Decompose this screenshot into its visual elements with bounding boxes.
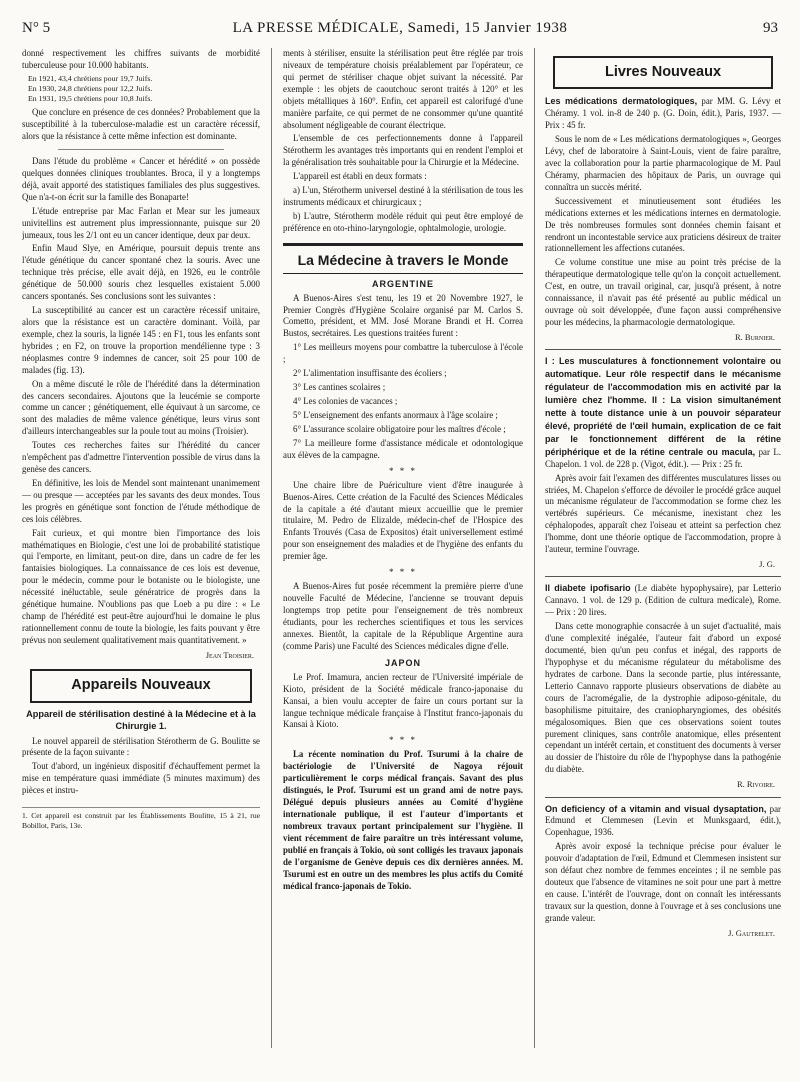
article-title: Appareil de stérilisation destiné à la Médecine et à la Chirurgie 1.: [26, 708, 256, 731]
column-rule: [534, 48, 535, 1048]
column-rule: [271, 48, 272, 1048]
paragraph: Le nouvel appareil de stérilisation Stérotherm de G. Boulitte se présente de la façon suivante :: [22, 735, 260, 758]
review-title: Il diabete ipofisario: [545, 583, 631, 594]
paragraph: Fait curieux, et qui montre bien l'importance des lois mathématiques en Biologie, c'est une loi de probabilité statistique qui l'emporte, en limitant, peut-on dire, dans un cadre de fer les fantaisies biologiques. La connaissance de ces lois est devenue, pour le médecin, comme pour le botaniste ou le biologiste, une nécessité inéluctable, seule génératrice de progrès dans la génétique humaine. N'oublions pas que Loeb a pu dire : « Le champ de l'hérédité est peut-être aujourd'hui le domaine le plus rationnellement connu de toute la biologie, les faits pouvant y être prévus non seulement qualitativement mais quantitativement. »: [22, 527, 260, 645]
column-middle: [283, 48, 523, 1068]
country-heading: JAPON: [384, 657, 421, 668]
paragraph: Le Prof. Imamura, ancien recteur de l'Université impériale de Kioto, président de la Société médicale franco-japonaise du Kansai, a bien voulu accepter de faire un cours portant sur la langue technique médicale française à l'Institut franco-japonais du Kansai à Kioto.: [283, 671, 523, 730]
paragraph: L'étude entreprise par Mac Farlan et Mear sur les jumeaux univitellins est autrement plus impressionnante, puisque sur 20 jumeaux, tous les 2/1 ont eu un cancer identique, deux par deux.: [22, 205, 260, 240]
journal-title: LA PRESSE MÉDICALE, Samedi, 15 Janvier 1938: [232, 20, 568, 36]
paragraph: L'appareil est établi en deux formats :: [293, 171, 427, 182]
paragraph: Que conclure en présence de ces données? Probablement que la susceptibilité à la tuberculose-maladie est un caractère récessif, alors que la résistance à cette même infection est dominante.: [22, 107, 260, 142]
paragraph: Dans l'étude du problème « Cancer et hérédité » on possède quelques données cliniques troublantes. Broca, il y a longtemps déjà, avait apporté des statistiques familiales des plus suggestives. Que n'a-t-on écrit sur la famille des Bonaparte!: [22, 155, 260, 202]
statistic-line: En 1931, 19,5 chrétiens pour 10,8 Juifs.: [28, 94, 153, 104]
review-reference: par L. Chapelon. 1 vol. de 228 p. (Vigot, édit.). — Prix : 25 fr.: [545, 446, 781, 469]
running-header: [22, 18, 778, 42]
paragraph: A Buenos-Aires fut posée récemment la première pierre d'une nouvelle Faculté de Médecine, l'ancienne se trouvant depuis longtemps trop petite pour l'enseignement de très nombreux étudiants, pour les recherches scientifiques et tous les services annexes. Bientôt, la capitale de la République Argentine aura (comme Paris) une Faculté des Sciences médicales digne d'elle.: [283, 581, 523, 651]
asterism: * * *: [389, 465, 417, 476]
paragraph: Sous le nom de « Les médications dermatologiques », Georges Lévy, chef de laboratoire à Saint-Louis, vient de faire paraître, avec la collaboration pour la partie pharmacologique de M. Paul Chéramy, pharmacien des hôpitaux de Paris, un ouvrage qui connaîtra un succès mérité.: [545, 134, 781, 192]
list-item: 4° Les colonies de vacances ;: [293, 396, 398, 406]
country-heading: ARGENTINE: [371, 278, 434, 289]
paragraph: La récente nomination du Prof. Tsurumi à la chaire de bactériologie de l'Université de Nagoya réjouit particulièrement le corps médical français. Savant des plus distingués, le Prof. Tsurumi est un grand ami de notre pays. Délégué depuis plusieurs années au Comité d'hygiène internationale publique, il est l'auteur d'importants et nombreux travaux portant principalement sur l'hygiène. Il vient récemment de faire paraître un très intéressant volume, publié en français à Tokio, où sont colligés les travaux japonais de l'organisme de Genève depuis ces dix dernières années. M. Tsurumi est en outre un des membres les plus actifs du Comité médical franco-japonais de Tokio.: [283, 749, 523, 891]
section-title: La Médecine à travers le Monde: [283, 243, 523, 274]
review-heading: [545, 95, 781, 132]
page-number: 93: [763, 20, 778, 36]
paragraph: Une chaire libre de Puériculture vient d'être inaugurée à Buenos-Aires. Cette création de la Faculté des Sciences Médicales de la capitale a été d'autant mieux accueillie que le premier titulaire, M. Pedro de Elizalde, médecin-chef de l'Hospice des Enfants Trouvés (Casa de Expositos) était universellement estimé pour son enseignement des maladies et de l'hygiène des enfants du premier âge.: [283, 479, 523, 562]
author-signature: J. Gautrelet.: [728, 927, 775, 938]
paragraph: Ce volume constitue une mise au point très précise de la thérapeutique dermatologique telle qu'on la conçoit actuellement. C'est, en outre, un travail original, car, jusqu'à présent, à notre connaissance, il n'avait pas été présenté au public médical un ouvrage où soit développée, d'une façon aussi compréhensive pour les médecins, la pharmacologie dermatologique.: [545, 257, 781, 328]
review-reference: par Edmund et Clemmesen (Levin et Munksgaard, édit.), Copenhague, 1936.: [545, 803, 781, 838]
column-left: [22, 48, 260, 1068]
topics-list: [283, 342, 523, 461]
asterism: * * *: [389, 567, 417, 578]
paragraph: b) L'autre, Stérotherm modèle réduit qui peut être employé de préférence en oto-rhino-laryngologie, ophtalmologie, urologie.: [283, 210, 523, 233]
divider: [545, 349, 781, 350]
paragraph: Après avoir exposé la technique précise pour évaluer le pouvoir d'adaptation de l'œil, Edmund et Clemmesen insistent sur son défaut chez nombre de femmes enceintes ; il ne semble pas douteux que l'absence de vitamines ne soit pour une part à mettre en cause. L'intérêt de l'ouvrage, dont on connaît les intéressants travaux sur la question, donne à l'ouvrage et à ses conclusions une grande valeur.: [545, 841, 781, 923]
review-title: I : Les musculatures à fonctionnement volontaire ou automatique. Leur rôle respectif dans le mécanisme régulateur de l'accommodation mis en activité par la lumière chez l'homme. II : La vision simultanément nette à toute distance unie à un pouvoir séparateur élevé, propriété de l'œil humain, explication de ce fait par le fonctionnement différent de la rétine périphérique et de la rétine centrale ou macula,: [545, 356, 781, 457]
statistic-line: En 1930, 24,8 chrétiens pour 12,2 Juifs.: [28, 83, 153, 93]
author-signature: Jean Troisier.: [205, 649, 254, 660]
list-item: 2° L'alimentation insuffisante des écoliers ;: [293, 368, 447, 379]
statistics-list: [28, 74, 260, 104]
section-box-title: Livres Nouveaux: [553, 56, 773, 89]
paragraph: Dans cette monographie consacrée à un sujet d'actualité, mais d'une complexité inégalée, l'auteur fait d'abord un exposé documenté, bien qu'un peu confus et inégal, des rapports de l'hypophyse et du mécanisme régulateur du métabolisme des hydrates de carbone. Dans la seconde partie, plus intéressante, Letterio Cannavo rapporte plusieurs observations de diabète au cours de l'acromégalie, de la dystrophie adiposo-génitale, du basophilisme pituitaire, des craniopharyngiomes, des obésités mégalosomiques. Bien que ces observations soient toutes purement cliniques, sans contrôle anatomique, elles présentent cependant un intérêt certain, et constituent des documents à verser au dossier de l'histoire du rôle de l'hypophyse dans la pathogénie du diabète.: [545, 621, 781, 775]
divider: [545, 797, 781, 798]
paragraph: Après avoir fait l'examen des différentes musculatures lisses ou striées, M. Chapelon s'efforce de dévoiler le procédé grâce auquel un mécanisme régulateur de l'accommodation se forme chez les vertébrés supérieurs. Ce mécanisme, inexistant chez les céphalopodes, apparaît chez l'oiseau et atteint sa perfection chez l'homme, dont une théorie optique de l'accommodation, propre à l'auteur, termine l'ouvrage.: [545, 472, 781, 555]
page-issue-number: N° 5: [22, 20, 51, 36]
author-signature: R. Rivoire.: [736, 779, 775, 790]
review-title: On deficiency of a vitamin and visual dysaptation,: [545, 803, 767, 814]
footnote: 1. Cet appareil est construit par les Établissements Boulitte, 15 à 21, rue Bobillot, Paris, 13e.: [22, 807, 260, 831]
divider: [58, 149, 225, 150]
paragraph: Successivement et minutieusement sont étudiées les médications externes et les médications internes en dermatologie. De très nombreuses formules sont données chemin faisant et rendront un incontestable service aux praticiens désireux de traiter rationnellement les affections cutanées.: [545, 195, 781, 254]
paragraph: On a même discuté le rôle de l'hérédité dans la détermination des cancers secondaires. Ajoutons que la leucémie se comporte comme un cancer ; génétiquement, elle équivaut à un sarcome, ce sont des maladies de même valence génétique, leurs virus sont d'ailleurs interchangeables sur la poule tout au moins (Troisier).: [22, 378, 260, 437]
paragraph: ments à stériliser, ensuite la stérilisation peut être réglée par trois niveaux de température choisis préalablement par l'opérateur, ce qui permet de stériliser chaque objet suivant la nécessité. Par exemple : les objets de caoutchouc seront traités à 120° et les objets métalliques à 160°. Enfin, cet appareil est calorifugé d'une manière parfaite, ce qui permet de ne consommer qu'une quantité absolument négligeable de courant électrique.: [283, 48, 523, 130]
list-item: 7° La meilleure forme d'assistance médicale et odontologique aux élèves de la campagne.: [283, 437, 523, 460]
section-box-title: Appareils Nouveaux: [30, 669, 252, 702]
list-item: 5° L'enseignement des enfants anormaux à l'âge scolaire ;: [293, 409, 498, 420]
divider: [545, 576, 781, 577]
column-right: [545, 48, 781, 1068]
paragraph: Enfin Maud Slye, en Amérique, poursuit depuis trente ans l'étude génétique du cancer spontané chez la souris. Avec une technique très précise, elle avait déjà, en 1926, eu le contrôle génétique de 50.000 souris chez lesquelles existaient 5.000 cancers spontanés. Ses conclusions sont les suivantes :: [22, 243, 260, 302]
list-item: 1° Les meilleurs moyens pour combattre la tuberculose à l'école ;: [283, 342, 523, 365]
review-reference: par MM. G. Lévy et Chéramy. 1 vol. in-8 de 240 p. (G. Doin, édit.), Paris, 1937. — Prix : 45 fr.: [545, 96, 781, 131]
review-title: Les médications dermatologiques,: [545, 96, 698, 107]
review-reference: (Le diabète hypophysaire), par Letterio Cannavo. 1 vol. de 129 p. (Edition de cultura medicale), Rome. — Prix : 20 lires.: [545, 583, 781, 618]
paragraph: a) L'un, Stérotherm universel destiné à la stérilisation de tous les instruments médicaux et chirurgicaux ;: [283, 185, 523, 208]
paragraph: La susceptibilité au cancer est un caractère récessif unitaire, alors que la résistance est un caractère dominant. Voilà, par exemple, chez la souris, la lignée 145 : en F1, tous les enfants sont hybrides ; en F2, on trouve la proportion mendélienne type : 3 néoplasmes contre 9 indemnes de cancer, soit 25 pour 100 de malades (fig. 13).: [22, 305, 260, 375]
paragraph: donné respectivement les chiffres suivants de morbidité tuberculeuse pour 10.000 habitants.: [22, 48, 260, 70]
paragraph: Tout d'abord, un ingénieux dispositif d'échauffement permet la mise en température quasi immédiate (5 minutes maximum) des pièces et instru-: [22, 761, 260, 796]
paragraph: L'ensemble de ces perfectionnements donne à l'appareil Stérotherm les avantages très importants qui en rendent l'emploi et la généralisation très souhaitable pour la Chirurgie et la Médecine.: [283, 133, 523, 168]
review-heading: [545, 582, 781, 619]
asterism: * * *: [389, 735, 417, 746]
paragraph: En définitive, les lois de Mendel sont maintenant unanimement — ou presque — acceptées par les savants des deux mondes. Tous les progrès en génétique sont fonction de l'étude méthodique de ces lois célèbres.: [22, 477, 260, 524]
review-heading: [545, 355, 781, 470]
list-item: 3° Les cantines scolaires ;: [293, 382, 386, 393]
author-signature: R. Burnier.: [734, 331, 775, 342]
paragraph: A Buenos-Aires s'est tenu, les 19 et 20 Novembre 1927, le Premier Congrès d'Hygiène Scolaire organisé par M. Carlos S. Cometto, président, et MM. José Morane Brandi et H. Correa Bustos, secrétaires. Les questions traitées furent :: [283, 292, 523, 339]
list-item: 6° L'assurance scolaire obligatoire pour les maîtres d'école ;: [293, 423, 506, 434]
statistic-line: En 1921, 43,4 chrétiens pour 19,7 Juifs.: [28, 73, 153, 83]
paragraph: Toutes ces recherches faites sur l'hérédité du cancer n'empêchent pas d'admettre l'intervention possible de virus dans la genèse des cancers.: [22, 440, 260, 475]
author-signature: J. G.: [759, 559, 775, 570]
review-heading: [545, 803, 781, 840]
